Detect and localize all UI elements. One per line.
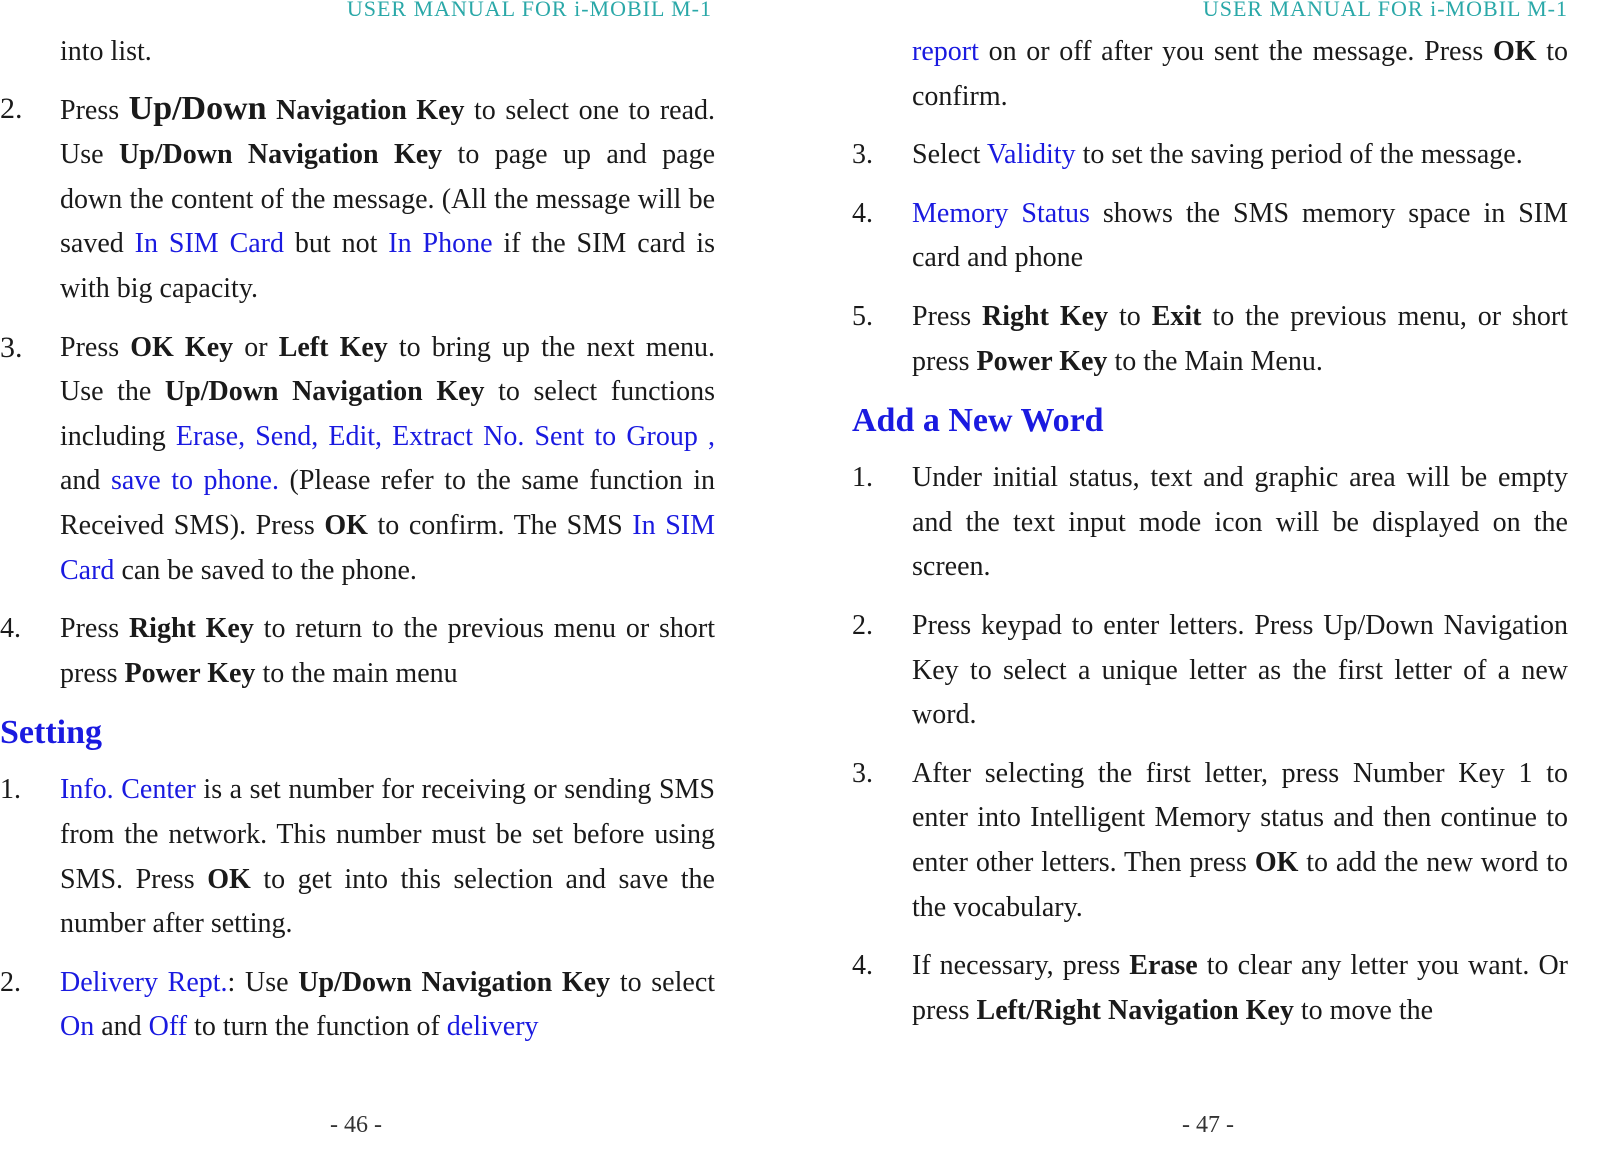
key-label: Right Key [982,300,1109,332]
text-run: Press [60,331,131,363]
menu-term: Memory Status [912,197,1090,229]
text-run: can be saved to the phone. [114,554,417,586]
list-item [852,295,1568,384]
text-run: to set the saving period of the message. [1075,139,1523,171]
text-run: if the SIM card is with big capacity. [60,228,715,304]
text-run: After selecting the first letter, press Number Key 1 to enter into Intelligent Memory status and then continue to enter other letters. Then press [912,757,1568,878]
menu-term: Info. Center [60,774,196,806]
text-run: to bring up the next menu. Use the [60,331,715,408]
text-run: Select [912,139,987,171]
text-run: Press [912,300,983,332]
text-run: on or off after you sent the message. Press [978,36,1493,67]
text-run: is a set number for receiving or sending SMS from the network. This number must be set before using SMS. Press [60,774,715,895]
text-run: or [233,331,279,363]
page-content [0,30,715,1064]
item-number: 3. [852,139,873,171]
text-run: If necessary, press [912,950,1130,982]
list-item [0,87,715,312]
text-run: to the previous menu, or short press [912,300,1568,377]
menu-term: delivery [446,1011,539,1043]
page-number: - 47 - [1182,1112,1234,1138]
key-label: Erase [1129,950,1198,982]
text-run: : Use [227,966,299,998]
text-run: to clear any letter you want. Or press [912,950,1569,1026]
text-run: to confirm. The SMS [367,509,633,541]
key-label: Power Key [124,657,256,689]
text-run: to confirm. [912,36,1568,112]
menu-term: save to phone. [110,465,279,497]
text-run: Under initial status, text and graphic area will be empty and the text input mode icon will be displayed on the screen. [912,462,1568,583]
key-label: OK [1254,846,1299,878]
item-number: 3. [852,757,873,789]
item-number: 2. [852,609,873,641]
menu-term: Erase, Send, Edit, Extract No. Sent to Group , [175,420,715,452]
key-label: Power Key [976,345,1108,377]
key-label: Up/Down Navigation Key [118,139,443,171]
list-item [852,944,1568,1033]
key-label: Right Key [128,613,254,645]
item-number: 4. [852,197,873,229]
text-run: and [60,465,111,497]
text-run: to select one to read. Use [60,94,715,171]
key-label: OK [207,863,251,895]
item-number: 1. [0,774,21,806]
text-run: to [1108,300,1152,332]
menu-term: In Phone [388,228,493,260]
list-item [0,768,715,946]
text-run: and [94,1011,149,1043]
menu-term: Off [148,1011,188,1043]
text-run: to select functions including [60,376,715,452]
right-page [852,0,1612,1168]
text-run: to turn the function of [187,1011,447,1043]
intro-text: into list. [60,36,152,67]
list-item [852,604,1568,738]
text-run: to the Main Menu. [1107,345,1323,377]
list-item [0,607,715,696]
text-run: shows the SMS memory space in SIM card and phone [912,197,1568,274]
key-label: OK [1492,36,1537,67]
item-number: 1. [852,462,873,494]
page-number: - 46 - [330,1112,382,1138]
key-label: OK Key [130,331,234,363]
list-item [0,326,715,594]
key-label: Left/Right Navigation Key [976,994,1294,1026]
list-item [852,456,1568,590]
text-run: Press keypad to enter letters. Press Up/Down Navigation Key to select a unique letter as the first letter of a new word. [912,609,1568,731]
key-label: OK [324,509,368,541]
text-run: to add the new word to the vocabulary. [912,846,1568,923]
text-run: to select [610,966,716,998]
text-run: to page up and page down the content of the message. (All the message will be saved [60,139,716,260]
list-item [852,133,1568,178]
menu-term: Delivery Rept. [60,966,228,998]
page-header: USER MANUAL FOR i-MOBIL M-1 [346,0,712,21]
text-run: to return to the previous menu or short press [60,613,715,689]
page-header: USER MANUAL FOR i-MOBIL M-1 [1202,0,1568,21]
key-label: Up/Down [128,89,267,127]
intro-text [852,30,1568,119]
item-number: 5. [852,300,873,332]
key-label: Left Key [278,331,388,363]
list-item [852,752,1568,930]
text-run: to get into this selection and save the number after setting. [60,863,715,940]
text-run: but not [284,228,389,260]
text-run: to the main menu [255,657,458,689]
menu-term: On [60,1011,95,1043]
menu-term: In SIM Card [134,228,285,260]
text-run: Press [60,613,129,645]
left-page [0,0,760,1168]
menu-term: In SIM Card [60,509,715,586]
page-content [852,30,1568,1047]
key-label: Exit [1151,300,1202,332]
text-run: to move the [1293,994,1434,1026]
item-number: 4. [0,613,21,645]
menu-term: Validity [986,139,1076,171]
text-run: (Please refer to the same function in Received SMS). Press [60,465,715,541]
item-number: 2. [0,91,23,125]
list-item [0,961,715,1050]
section-heading: Setting [0,714,102,752]
list-item [852,192,1568,281]
text-run: Press [60,94,129,126]
key-label: Navigation Key [266,94,465,126]
item-number: 3. [0,330,23,364]
key-label: Up/Down Navigation Key [298,966,611,998]
item-number: 2. [0,966,21,998]
key-label: Up/Down Navigation Key [164,376,485,408]
section-heading: Add a New Word [852,402,1104,440]
menu-term: report [912,36,979,67]
item-number: 4. [852,950,873,982]
